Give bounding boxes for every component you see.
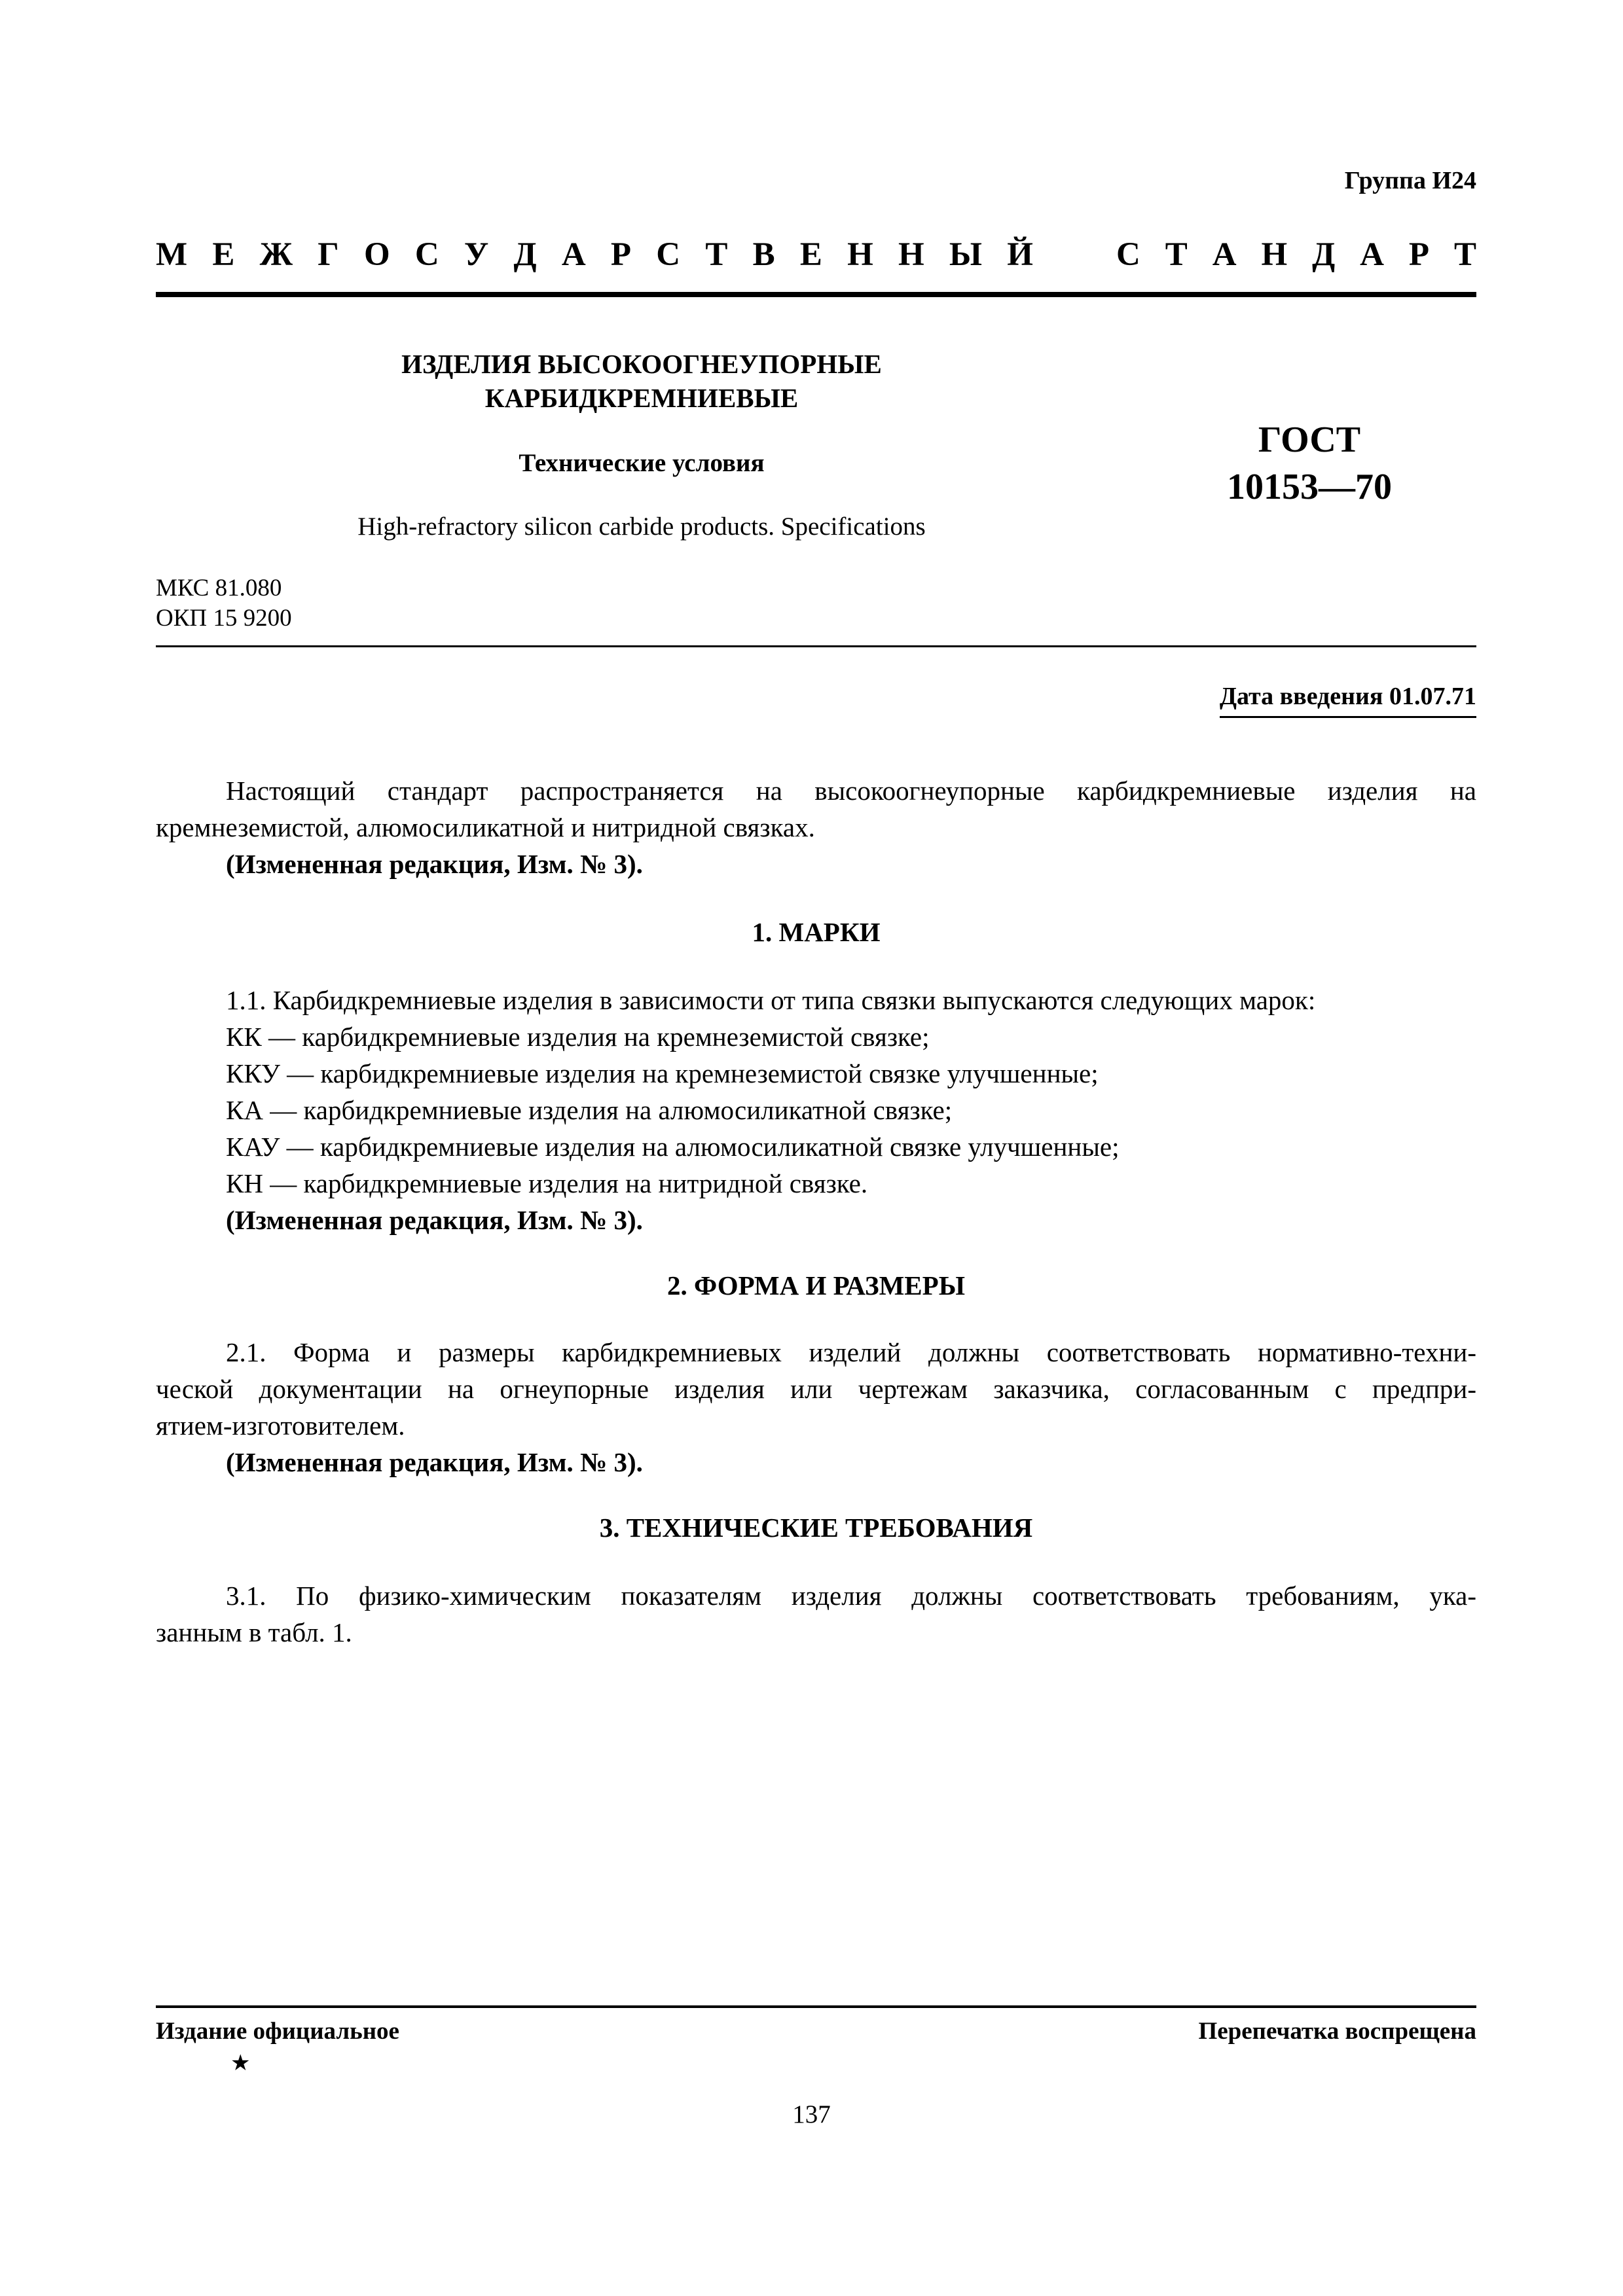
grade-item: КА — карбидкремниевые изделия на алюмосиликатной связке; [226,1095,953,1125]
footer-rule [156,2005,1476,2008]
document-subtitle: Технические условия [519,449,765,477]
official-edition-note: Издание официальное [156,2018,399,2045]
header-word-interstate: М Е Ж Г О С У Д А Р С Т В Е Н Н Ы Й [156,236,1033,273]
mks-code: МКС 81.080 [156,575,282,601]
section-1-body [156,982,1476,1238]
section-2-heading: 2. ФОРМА И РАЗМЕРЫ [667,1270,965,1300]
gost-code: 10153—70 [1227,467,1392,507]
section-1-heading: 1. МАРКИ [752,917,881,947]
section-2-amendment: (Измененная редакция, Изм. № 3). [226,1447,643,1477]
header-word-standard: С Т А Н Д А Р Т [1116,236,1476,273]
section-3-body [156,1577,1476,1651]
document-title [282,347,1002,415]
grade-item: КАУ — карбидкремниевые изделия на алюмосиликатной связке улучшенные; [226,1132,1120,1162]
section-1-amendment: (Измененная редакция, Изм. № 3). [226,1205,643,1235]
date-label: Дата введения [1219,683,1383,710]
section-2-line-3: ятием-изготовителем. [156,1410,405,1441]
intro-amendment: (Измененная редакция, Изм. № 3). [226,849,643,879]
grade-item: ККУ — карбидкремниевые изделия на кремнеземистой связке улучшенные; [226,1058,1099,1088]
group-code: Группа И24 [1344,167,1476,194]
section-2-line-1: 2.1. Форма и размеры карбидкремниевых изделий должны соответствовать нормативно-техни- [226,1337,1476,1367]
reprint-prohibited-note: Перепечатка воспрещена [1198,2018,1476,2045]
section-1-paragraph: 1.1. Карбидкремниевые изделия в зависимости от типа связки выпускаются следующих марок: [226,985,1316,1015]
grade-item: КК — карбидкремниевые изделия на кремнеземистой связке; [226,1022,930,1052]
section-2-line-2: ческой документации на огнеупорные изделия или чертежам заказчика, согласованным с предпри- [156,1374,1476,1404]
classification-codes [156,573,292,634]
intro-paragraph [156,772,1476,882]
section-3-line-2: занным в табл. 1. [156,1617,352,1647]
section-2-body [156,1334,1476,1480]
page-number: 137 [792,2100,831,2128]
header-rule [156,292,1476,297]
standard-type-header [156,236,1476,274]
title-line-2: КАРБИДКРЕМНИЕВЫЕ [484,383,799,413]
intro-line-1: Настоящий стандарт распространяется на высокоогнеупорные карбидкремниевые изделия на [226,776,1476,806]
okp-code: ОКП 15 9200 [156,605,292,632]
codes-rule [156,645,1476,647]
gost-number [1172,416,1447,511]
section-3-heading: 3. ТЕХНИЧЕСКИЕ ТРЕБОВАНИЯ [599,1513,1033,1543]
intro-line-2: кремнеземистой, алюмосиликатной и нитридной связках. [156,812,815,842]
gost-label: ГОСТ [1258,420,1361,460]
english-title: High-refractory silicon carbide products. Specifications [357,512,926,541]
title-line-1: ИЗДЕЛИЯ ВЫСОКООГНЕУПОРНЫЕ [401,349,882,379]
section-3-line-1: 3.1. По физико-химическим показателям изделия должны соответствовать требованиям, ука- [226,1581,1476,1611]
star-icon: ★ [230,2051,251,2075]
grade-item: КН — карбидкремниевые изделия на нитридной связке. [226,1168,868,1198]
introduction-date [1220,682,1476,718]
date-value: 01.07.71 [1389,683,1476,710]
